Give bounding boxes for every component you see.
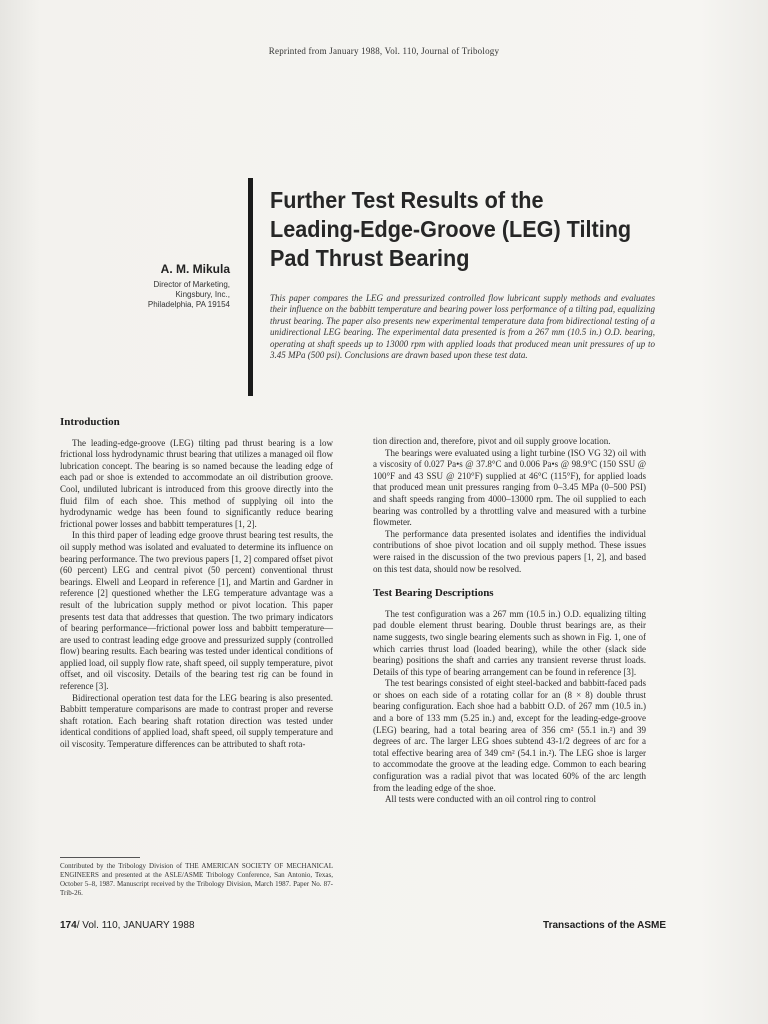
page-footer-left (60, 920, 195, 931)
section-heading-test-bearing: Test Bearing Descriptions (373, 587, 494, 600)
right-column (373, 436, 646, 806)
paper-title (270, 186, 693, 273)
paragraph: The test bearings consisted of eight steel-backed and babbitt-faced pads or shoes on each side of a rotating collar for an (8 × 8) double thrust bearing configuration. Each shoe had a babbitt O.D. of 267 mm (10.5 in.) and a bore of 133 mm (5.25 in.) and, except for the leading-edge-groove (LEG) bearing, had a total bearing area of 356 cm² (55.1 in.²) and 39 degrees of arc. The larger LEG shoes subtend 43-1/2 degrees of arc for a total effective bearing area of 349 cm² (54.1 in.²). The LEG shoe is larger to accommodate the groove at the leading edge. Common to each bearing configuration was a radial pivot that was located 60% of the arc length from the leading edge of the shoe. (373, 678, 646, 793)
section-heading-introduction: Introduction (60, 416, 120, 428)
abstract: This paper compares the LEG and pressurized controlled flow lubricant supply methods and evaluates their influence on the babbitt temperature and bearing power loss performance of a tilting pad, equalizing thrust bearing. The paper also presents new experimental temperature data from bidirectional testing of a unidirectional LEG bearing. The experimental data presented is from a 267 mm (10.5 in.) O.D. bearing, operating at shaft speeds up to 13000 rpm with applied loads that produced mean unit pressures of up to 3.45 MPa (500 psi). Conclusions are drawn based upon these test data. (270, 293, 655, 361)
paragraph: In this third paper of leading edge groove thrust bearing test results, the oil supply method was isolated and evaluated to determine its influence on bearing performance. The two previous papers [1, 2] compared offset pivot (60 percent) LEG and central pivot (50 percent) conventional thrust bearings. Elwell and Leopard in reference [1], and Martin and Gardner in reference [2] questioned whether the LEG temperature advantage was a result of the lubrication supply method or pivot location. This paper presents test data that addresses that question. The two primary indicators of bearing performance—frictional power loss and babbitt temperature—are used to contrast leading edge groove and pressurized supply (controlled flow) bearing results. Each bearing was tested under identical conditions of applied load, oil supply flow rate, shaft speed, oil supply temperature, pivot offset, and oil viscosity. Details of the bearing test rig can be found in reference [3]. (60, 530, 333, 692)
author-block (110, 262, 230, 310)
paragraph: tion direction and, therefore, pivot and oil supply groove location. (373, 436, 611, 446)
paragraph: Bidirectional operation test data for the LEG bearing is also presented. Babbitt temperature comparisons are made to contrast proper and reverse shaft rotation. Each bearing shaft rotation direction was tested under identical conditions of applied load, shaft speed, oil supply temperature and oil viscosity. Temperature differences can be attributed to shaft rota- (60, 692, 333, 750)
footnote-rule (60, 857, 140, 858)
title-rule (248, 178, 253, 396)
paragraph: The bearings were evaluated using a light turbine (ISO VG 32) oil with a viscosity of 0.027 Pa•s @ 37.8°C and 0.006 Pa•s @ 98.9°C (150 SSU @ 100°F and 43 SSU @ 210°F) supplied at 46°C (115°F), for applied loads that produced mean unit pressures ranging from 0–3.45 MPa (0–500 PSI) and shaft speeds ranging from 4000–13000 rpm. The oil supplied to each bearing was controlled by a throttling valve and measured with a turbine flowmeter. (373, 447, 646, 528)
author-affiliation-3: Philadelphia, PA 19154 (147, 300, 230, 309)
reprint-notice: Reprinted from January 1988, Vol. 110, Journal of Tribology (268, 46, 500, 56)
issue-info: / Vol. 110, JANUARY 1988 (76, 920, 195, 931)
left-column (60, 417, 333, 751)
author-name: A. M. Mikula (160, 262, 230, 276)
author-affiliation-1: Director of Marketing, (153, 280, 230, 289)
title-line-3: Pad Thrust Bearing (270, 245, 470, 271)
paragraph: The test configuration was a 267 mm (10.5 in.) O.D. equalizing tilting pad double element thrust bearing. Double thrust bearings are, as their name suggests, two single bearing elements such as shown in Fig. 1, one of which carries thrust load (loaded bearing), while the other (slack side bearing) positions the shaft and carries any transient reverse thrust loads. Details of this type of bearing arrangement can be found in reference [3]. (373, 608, 646, 677)
paragraph: The leading-edge-groove (LEG) tilting pad thrust bearing is a low frictional loss hydrodynamic thrust bearing that utilizes a managed oil flow lubrication concept. The bearing is so named because the leading edge of each pad or shoe is extended to accommodate an oil distribution groove. Cool, undiluted lubricant is introduced from this groove directly into the fluid film of each shoe. This method of supplying oil into the hydrodynamic wedge has been found to significantly reduce bearing frictional power losses and babbitt temperatures [1, 2]. (60, 437, 333, 529)
title-line-2: Leading-Edge-Groove (LEG) Tilting (270, 216, 632, 242)
paragraph: All tests were conducted with an oil control ring to control (385, 794, 596, 805)
title-line-1: Further Test Results of the (270, 187, 544, 213)
author-affiliation-2: Kingsbury, Inc., (175, 290, 230, 299)
page-number: 174 (60, 920, 77, 931)
footnote: Contributed by the Tribology Division of THE AMERICAN SOCIETY OF MECHANICAL ENGINEERS and presented at the ASLE/ASME Tribology Conference, San Antonio, Texas, October 5–8, 1987. Manuscript received by the Tribology Division, March 1987. Paper No. 87-Trib-26. (60, 862, 333, 897)
paragraph: The performance data presented isolates and identifies the individual contributions of shoe pivot location and oil supply method. These issues were raised in the discussion of the two previous papers [1, 2], and based on this test data, should now be resolved. (373, 528, 646, 574)
journal-name: Transactions of the ASME (543, 920, 666, 931)
